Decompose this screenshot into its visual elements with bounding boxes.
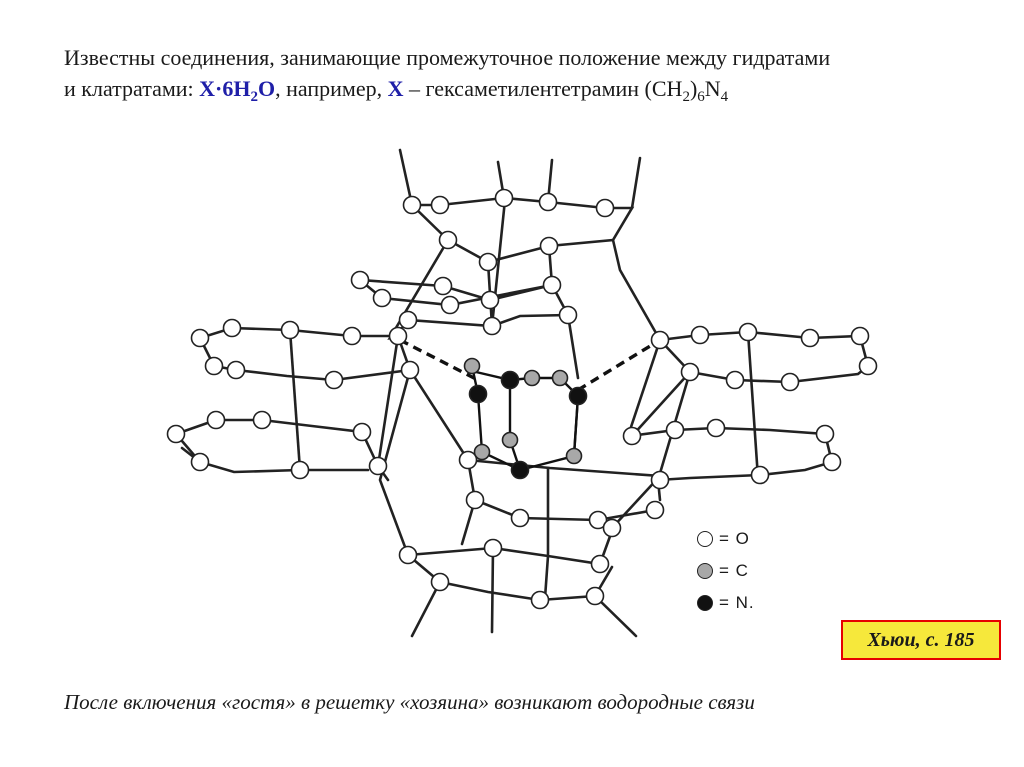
oxygen-atom-27 [692,327,709,344]
nitrogen-symbol: N [704,76,721,101]
oxygen-atom-44 [708,420,725,437]
oxygen-atom-54 [647,502,664,519]
oxygen-atom-55 [400,547,417,564]
oxygen-atom-53 [604,520,621,537]
oxygen-atom-2 [496,190,513,207]
legend-label: = N. [719,593,755,612]
oxygen-atom-29 [802,330,819,347]
legend-item-carbon [697,560,749,582]
formula-tail: O [258,76,276,101]
heading-middle: , например, [275,76,388,101]
oxygen-atom-36 [254,412,271,429]
heading-line-1: Известны соединения, занимающие промежуточное положение между гидратами [64,45,831,70]
subscript-a: 2 [682,89,690,105]
oxygen-atom-45 [817,426,834,443]
oxygen-atom-59 [532,592,549,609]
legend-item-oxygen [697,528,750,550]
oxygen-atom-10 [544,277,561,294]
oxygen-atom-40 [292,462,309,479]
subscript-b: 6 [697,89,705,105]
oxygen-atom-39 [192,454,209,471]
oxygen-atom-35 [208,412,225,429]
carbon-atom-0 [465,359,480,374]
legend-label: = C [719,561,749,580]
carbon-atom-2 [553,371,568,386]
oxygen-atom-17 [560,307,577,324]
nitrogen-atom-1 [502,372,519,389]
nitrogen-atom-0 [470,386,487,403]
carbon-atom-1 [525,371,540,386]
source-reference-badge [841,620,1001,660]
oxygen-atom-16 [484,318,501,335]
close-paren: ) [689,76,698,101]
oxygen-atom-30 [852,328,869,345]
oxygen-atom-50 [467,492,484,509]
atom-legend [697,524,787,620]
oxygen-atom-25 [402,362,419,379]
oxygen-atom-13 [482,292,499,309]
slide-caption: После включения «гостя» в решетку «хозяина» возникают водородные связи [64,690,755,714]
oxygen-atom-23 [228,362,245,379]
oxygen-marker-icon [697,531,713,547]
oxygen-atom-38 [168,426,185,443]
oxygen-atom-12 [442,297,459,314]
heading-dash-text: – гексаметилентетрамин (CH [403,76,683,101]
oxygen-atom-49 [460,452,477,469]
oxygen-atom-32 [782,374,799,391]
oxygen-atom-58 [432,574,449,591]
oxygen-atom-60 [587,588,604,605]
oxygen-atom-51 [512,510,529,527]
legend-label: = O [719,529,750,548]
oxygen-atom-34 [682,364,699,381]
oxygen-atom-19 [282,322,299,339]
oxygen-atom-43 [667,422,684,439]
oxygen-atom-1 [432,197,449,214]
oxygen-atom-24 [326,372,343,389]
carbon-atom-5 [567,449,582,464]
oxygen-atom-5 [440,232,457,249]
oxygen-atom-18 [344,328,361,345]
oxygen-atom-22 [206,358,223,375]
oxygen-atom-26 [652,332,669,349]
oxygen-atom-46 [824,454,841,471]
subscript-c: 4 [720,89,729,105]
heading-prefix: и клатратами: [64,76,200,101]
oxygen-atom-20 [224,320,241,337]
carbon-marker-icon [697,563,713,579]
oxygen-atom-42 [624,428,641,445]
oxygen-atom-9 [435,278,452,295]
source-text: Хьюи, с. 185 [867,628,975,651]
oxygen-atom-11 [374,290,391,307]
oxygen-atom-37 [354,424,371,441]
oxygen-atom-47 [752,467,769,484]
formula-subscript: 2 [250,89,259,105]
oxygen-atom-8 [352,272,369,289]
oxygen-atom-15 [400,312,417,329]
oxygen-atom-41 [370,458,387,475]
nitrogen-marker-icon [697,595,713,611]
oxygen-atom-0 [404,197,421,214]
oxygen-atom-57 [592,556,609,573]
nitrogen-atom-3 [512,462,529,479]
guest-symbol: X [387,76,404,101]
carbon-atom-4 [475,445,490,460]
formula-main: X·6H [199,76,251,101]
oxygen-atom-3 [540,194,557,211]
carbon-atom-3 [503,433,518,448]
oxygen-atom-21 [192,330,209,347]
oxygen-atom-7 [480,254,497,271]
oxygen-atom-28 [740,324,757,341]
oxygen-atom-56 [485,540,502,557]
oxygen-atom-4 [597,200,614,217]
oxygen-atom-33 [727,372,744,389]
legend-item-nitrogen [697,592,755,614]
oxygen-atom-31 [860,358,877,375]
oxygen-atom-48 [652,472,669,489]
nitrogen-atom-2 [570,388,587,405]
oxygen-atom-14 [390,328,407,345]
oxygen-atom-6 [541,238,558,255]
